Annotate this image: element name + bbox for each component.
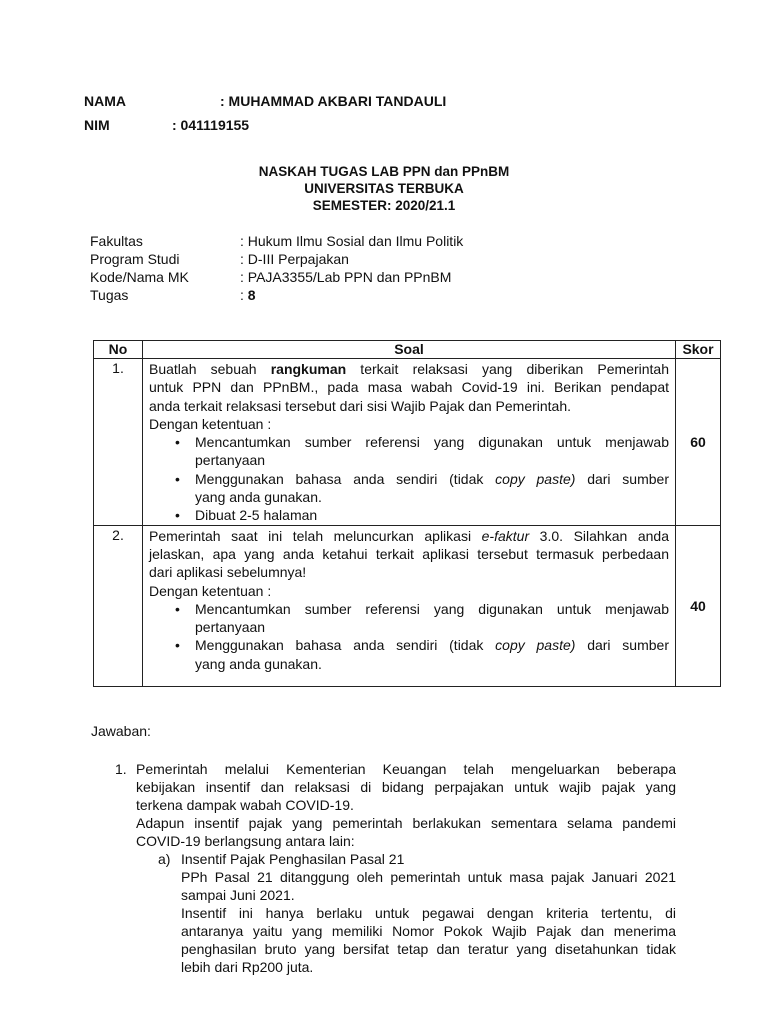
nama-value: : MUHAMMAD AKBARI TANDAULI [220, 93, 447, 109]
answer-line: terkena dampak wabah COVID-19. [136, 797, 354, 813]
meta-label: Program Studi [90, 251, 180, 267]
sub-item-title: Insentif Pajak Penghasilan Pasal 21 [181, 851, 405, 867]
meta-value: : D-III Perpajakan [240, 251, 349, 267]
meta-kode-mk [90, 269, 451, 285]
meta-fakultas [90, 233, 463, 249]
doc-title: NASKAH TUGAS LAB PPN dan PPnBM [258, 164, 510, 179]
soal-cell [143, 525, 676, 686]
header-no: No [94, 341, 143, 359]
row-number: 1. [94, 359, 143, 526]
meta-tugas [90, 287, 256, 303]
answer-body [136, 760, 676, 850]
soal-line: Dengan ketentuan : [149, 582, 272, 599]
meta-label: Tugas [90, 287, 129, 303]
table-row [94, 359, 721, 526]
list-item: • Mencantumkan sumber referensi yang digunakan untuk menjawab pertanyaan [149, 600, 669, 637]
meta-value: : [240, 287, 248, 303]
answer-line: penghasilan bruto yang bersifat tetap dan teratur yang disetahunkan tidak [181, 941, 676, 957]
semester-label: SEMESTER: 2020/21.1 [312, 198, 456, 213]
list-item: • Menggunakan bahasa anda sendiri (tidak copy paste) dari sumber yang anda gunakan. [149, 470, 669, 507]
header-soal: Soal [143, 341, 676, 359]
keyword-efaktur: e-faktur [481, 527, 530, 544]
nim-label: NIM [84, 117, 110, 133]
answer-line: PPh Pasal 21 ditanggung oleh pemerintah untuk masa pajak Januari 2021 [181, 869, 676, 885]
list-item: • Dibuat 2-5 halaman [149, 506, 669, 524]
nim-value: : 041119155 [172, 117, 250, 133]
table-row [94, 525, 721, 686]
meta-value: : PAJA3355/Lab PPN dan PPnBM [240, 269, 452, 285]
list-item: • Menggunakan bahasa anda sendiri (tidak copy paste) dari sumber yang anda gunakan. [149, 636, 669, 673]
answer-line: Pemerintah melalui Kementerian Keuangan telah mengeluarkan beberapa [136, 761, 676, 777]
sub-item-marker: a) [158, 851, 171, 867]
answer-line: sampai Juni 2021. [181, 887, 295, 903]
soal-line: Pemerintah saat ini telah meluncurkan aplikasi e-faktur 3.0. Silahkan anda [149, 527, 669, 544]
row-number: 2. [94, 525, 143, 686]
soal-cell [143, 359, 676, 526]
answer-line: Adapun insentif pajak yang pemerintah berlakukan sementara selama pandemi [136, 815, 676, 831]
skor-cell: 60 [676, 359, 721, 526]
table-header-row [94, 341, 721, 359]
answer-item-number: 1. [115, 761, 127, 777]
soal-table [93, 340, 721, 687]
answer-label: Jawaban: [91, 723, 151, 739]
sub-item-body [181, 850, 676, 976]
keyword-rangkuman: rangkuman [270, 361, 347, 377]
soal-line: dari aplikasi sebelumnya! [149, 564, 307, 581]
skor-cell: 40 [676, 525, 721, 686]
answer-line: kebijakan insentif dan relaksasi di bidang perpajakan untuk wajib pajak yang [136, 779, 676, 795]
soal-line: Dengan ketentuan : [149, 415, 272, 432]
header-skor: Skor [676, 341, 721, 359]
answer-line: antaranya yaitu yang memiliki Nomor Pokok Wajib Pajak dan menerima [181, 923, 676, 939]
meta-label: Kode/Nama MK [90, 269, 189, 285]
soal-line: untuk PPN dan PPnBM., pada masa wabah Covid-19 ini. Berikan pendapat [149, 379, 669, 396]
university-name: UNIVERSITAS TERBUKA [304, 181, 464, 196]
answer-line: COVID-19 berlangsung antara lain: [136, 833, 355, 849]
meta-value: : Hukum Ilmu Sosial dan Ilmu Politik [240, 233, 464, 249]
list-item: • Mencantumkan sumber referensi yang digunakan untuk menjawab pertanyaan [149, 433, 669, 470]
tugas-number: 8 [247, 287, 256, 303]
soal-line: jelaskan, apa yang anda ketahui terkait aplikasi tersebut termasuk perbedaan [149, 545, 669, 562]
soal-line: anda terkait relaksasi tersebut dari sisi Wajib Pajak dan Pemerintah. [149, 397, 572, 414]
meta-program-studi [90, 251, 349, 267]
soal-line: Buatlah sebuah rangkuman terkait relaksasi yang diberikan Pemerintah [149, 361, 669, 377]
meta-label: Fakultas [90, 233, 143, 249]
answer-line: Insentif ini hanya berlaku untuk pegawai dengan kriteria tertentu, di [181, 905, 676, 921]
answer-line: lebih dari Rp200 juta. [181, 959, 314, 975]
nama-label: NAMA [84, 93, 126, 109]
